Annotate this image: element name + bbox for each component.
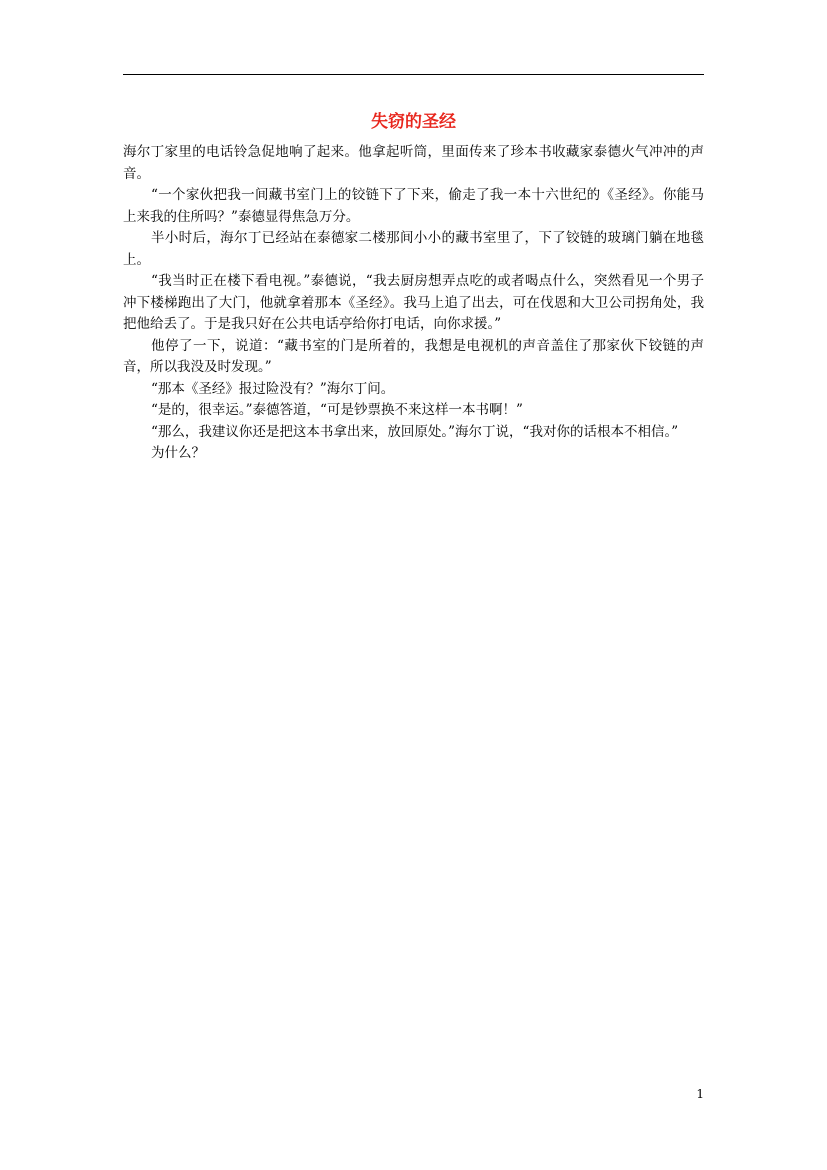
- paragraph: “一个家伙把我一间藏书室门上的铰链下了下来，偷走了我一本十六世纪的《圣经》。你能马上来我的住所吗？”泰德显得焦急万分。: [123, 187, 704, 225]
- paragraph: “那么，我建议你还是把这本书拿出来，放回原处。”海尔丁说，“我对你的话根本不相信。”: [151, 423, 679, 440]
- page-number: 1: [696, 1087, 704, 1101]
- document-title: 失窃的圣经: [371, 112, 456, 132]
- paragraph: 他停了一下，说道：“藏书室的门是所着的，我想是电视机的声音盖住了那家伙下铰链的声音，所以我没及时发现。”: [123, 337, 704, 375]
- paragraph: 半小时后，海尔丁已经站在泰德家二楼那间小小的藏书室里了，下了铰链的玻璃门躺在地毯上。: [123, 230, 704, 268]
- paragraph: “是的，很幸运。”泰德答道，“可是钞票换不来这样一本书啊！”: [151, 402, 523, 418]
- header-rule: [123, 74, 704, 75]
- paragraph: “我当时正在楼下看电视。”泰德说，“我去厨房想弄点吃的或者喝点什么，突然看见一个男子冲下楼梯跑出了大门，他就拿着那本《圣经》。我马上追了出去，可在伐恩和大卫公司拐角处，我把他给丢了。于是我只好在公共电话亭给你打电话，向你求援。”: [123, 273, 704, 332]
- paragraph: 为什么？: [151, 445, 205, 461]
- paragraph: 海尔丁家里的电话铃急促地响了起来。他拿起听筒，里面传来了珍本书收藏家泰德火气冲冲的声音。: [123, 144, 704, 182]
- document-body: [123, 142, 704, 465]
- paragraph: “那本《圣经》报过险没有？”海尔丁问。: [151, 380, 395, 397]
